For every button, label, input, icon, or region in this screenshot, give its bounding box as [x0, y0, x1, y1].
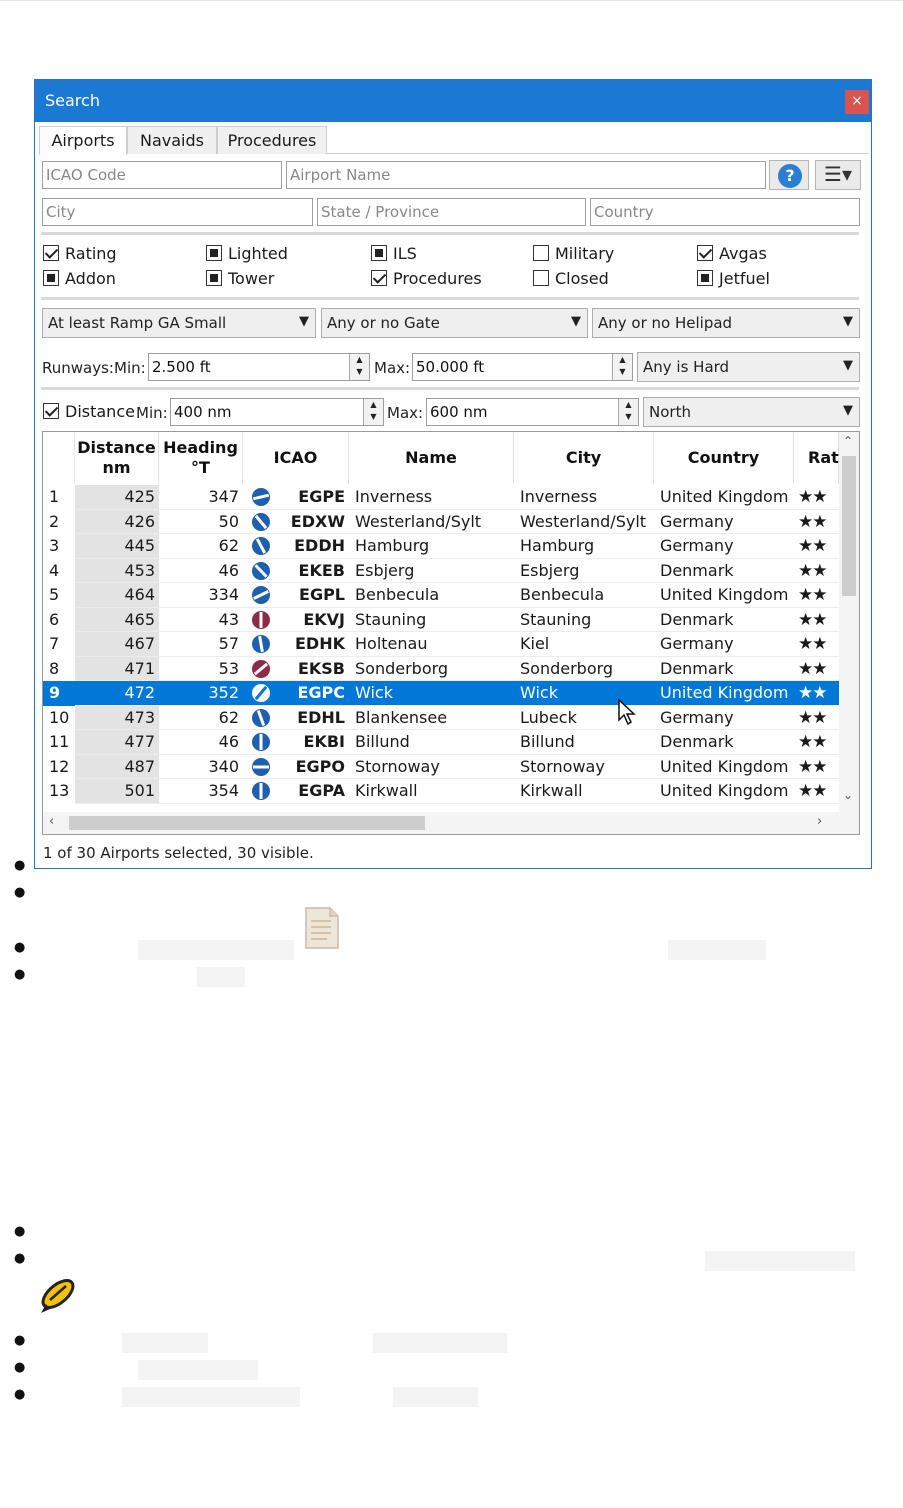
runway-diagram-icon: [249, 536, 273, 556]
runway-diagram-icon: [249, 610, 273, 630]
table-row[interactable]: [43, 779, 839, 804]
dropdown-arrow-icon: ▼: [843, 314, 853, 329]
bullet-icon: ●: [14, 967, 26, 982]
bullet-icon: ●: [14, 940, 26, 955]
name-cell: Kirkwall: [355, 781, 418, 800]
rating-stars: ★★: [798, 781, 827, 801]
heading-cell: 62: [218, 536, 239, 555]
spinner-arrows-icon[interactable]: ▲ ▼: [363, 399, 383, 425]
icao-cell: EKEB: [298, 560, 345, 580]
heading-cell: 352: [208, 683, 239, 702]
gate-combo[interactable]: [321, 308, 588, 338]
checkbox-icon: [533, 270, 549, 286]
city-cell: Wick: [520, 683, 558, 702]
placeholder-block: [705, 1251, 855, 1271]
icao-cell: EGPE: [298, 487, 345, 506]
rating-stars: ★★: [798, 732, 827, 752]
rating-stars: ★★: [798, 609, 827, 630]
table-header: [43, 432, 839, 484]
row-number: 1: [49, 487, 60, 506]
surface-combo-value: Any is Hard: [643, 358, 730, 376]
runway-diagram-icon: [249, 781, 273, 801]
distance-cell: 445: [75, 534, 159, 558]
bullet-icon: ●: [14, 885, 26, 900]
distance-min-value: 400 nm: [174, 403, 232, 421]
dropdown-arrow-icon: ▼: [843, 358, 853, 373]
column-header-city[interactable]: City: [514, 432, 654, 484]
city-cell: Stornoway: [520, 756, 605, 776]
country-cell: Germany: [660, 707, 734, 727]
title-bar[interactable]: [35, 80, 871, 122]
state-province-input[interactable]: State / Province: [317, 198, 586, 226]
country-cell: Germany: [660, 511, 734, 531]
row-number: 12: [49, 756, 70, 776]
country-cell: United Kingdom: [660, 683, 789, 702]
airport-name-input[interactable]: Airport Name: [286, 161, 766, 189]
separator: [41, 297, 859, 300]
icao-cell: EKSB: [297, 658, 345, 678]
column-header-rating[interactable]: Rat: [794, 432, 839, 484]
name-cell: Hamburg: [355, 536, 430, 555]
icao-cell: EDXW: [290, 511, 345, 531]
icao-cell: EGPA: [298, 781, 345, 800]
checkbox-addon[interactable]: [43, 269, 116, 288]
checkbox-label: Lighted: [228, 244, 288, 263]
rating-stars: ★★: [798, 585, 827, 605]
city-cell: Benbecula: [520, 585, 605, 604]
row-number: 10: [49, 707, 70, 727]
icao-cell: EKVJ: [303, 609, 345, 629]
checkbox-jetfuel[interactable]: [697, 269, 770, 288]
checkbox-label: Jetfuel: [719, 269, 770, 288]
row-number: 11: [49, 732, 70, 751]
runway-diagram-icon: [249, 757, 273, 777]
rating-stars: ★★: [798, 634, 827, 654]
distance-max-spinbox[interactable]: [426, 398, 639, 426]
mouse-cursor-icon: [617, 698, 637, 726]
tab-bar: [39, 126, 869, 154]
heading-cell: 43: [218, 609, 239, 629]
heading-cell: 57: [218, 634, 239, 653]
results-table: [42, 431, 860, 835]
country-cell: United Kingdom: [660, 756, 789, 776]
document-icon: [304, 906, 340, 950]
table-row[interactable]: [43, 608, 839, 633]
icao-cell: EGPC: [297, 683, 345, 702]
direction-combo[interactable]: [643, 397, 860, 427]
table-row[interactable]: [43, 730, 839, 755]
scroll-left-icon[interactable]: ‹: [49, 814, 55, 829]
city-cell: Billund: [520, 732, 575, 751]
city-cell: Sonderborg: [520, 658, 614, 678]
checkbox-ils[interactable]: [371, 244, 417, 263]
city-cell: Kiel: [520, 634, 550, 653]
checkbox-label: Closed: [555, 269, 609, 288]
rating-stars: ★★: [798, 511, 827, 532]
name-cell: Holtenau: [355, 634, 428, 653]
icao-cell: EDHL: [297, 707, 345, 727]
country-cell: United Kingdom: [660, 585, 789, 604]
checkbox-label: Avgas: [719, 244, 767, 263]
distance-label: Distance: [65, 402, 135, 421]
checkbox-icon: [43, 270, 59, 286]
checkbox-tower[interactable]: [206, 269, 274, 288]
ramp-combo-value: At least Ramp GA Small: [48, 314, 227, 332]
runway-diagram-icon: [249, 659, 273, 679]
country-input[interactable]: Country: [590, 198, 860, 226]
country-cell: United Kingdom: [660, 487, 789, 506]
row-number: 7: [49, 634, 60, 653]
checkbox-icon: [43, 403, 59, 419]
heading-cell: 347: [208, 487, 239, 506]
placeholder-block: [668, 940, 766, 960]
rating-stars: ★★: [798, 683, 827, 703]
row-number: 9: [49, 683, 61, 702]
runways-max-spinbox[interactable]: [412, 353, 633, 381]
row-number: 13: [49, 781, 70, 800]
placeholder-block: [393, 1387, 478, 1407]
checkbox-label: Rating: [65, 244, 117, 263]
checkbox-military[interactable]: [533, 244, 614, 263]
name-cell: Sonderborg: [355, 658, 449, 678]
placeholder-block: [138, 940, 294, 960]
column-header-icao[interactable]: ICAO: [243, 432, 349, 484]
row-divider: [75, 803, 839, 804]
runway-diagram-icon: [249, 634, 273, 654]
scroll-up-icon[interactable]: ⌃: [843, 434, 854, 448]
city-cell: Esbjerg: [520, 560, 580, 580]
tab-airports[interactable]: Airports: [39, 126, 127, 155]
dropdown-arrow-icon: ▼: [299, 314, 309, 329]
distance-min-label: Min:: [136, 404, 168, 422]
distance-max-value: 600 nm: [430, 403, 488, 421]
placeholder-block: [122, 1333, 208, 1353]
horizontal-scrollbar[interactable]: [43, 812, 859, 834]
checkbox-rating[interactable]: [43, 244, 117, 263]
dropdown-arrow-icon: ▼: [843, 403, 853, 418]
city-cell: Inverness: [520, 487, 598, 506]
checkbox-icon: [533, 245, 549, 261]
spinner-arrows-icon[interactable]: ▲ ▼: [612, 354, 632, 380]
separator: [41, 232, 859, 235]
distance-cell: 467: [75, 632, 159, 656]
spinner-arrows-icon[interactable]: ▲ ▼: [349, 354, 369, 380]
column-header-name[interactable]: Name: [349, 432, 514, 484]
distance-min-spinbox[interactable]: [170, 398, 384, 426]
runway-diagram-icon: [249, 683, 273, 703]
icao-cell: EDDH: [294, 536, 345, 555]
heading-cell: 50: [218, 511, 239, 531]
row-number: 2: [49, 511, 60, 531]
table-row[interactable]: [43, 559, 839, 584]
checkbox-label: Military: [555, 244, 615, 263]
distance-cell: 487: [75, 755, 159, 779]
distance-cell: 465: [75, 608, 159, 632]
name-cell: Westerland/Sylt: [355, 511, 482, 531]
bullet-icon: ●: [14, 1224, 26, 1239]
vertical-scrollbar[interactable]: [839, 432, 859, 812]
runway-diagram-icon: [249, 732, 273, 752]
city-cell: Hamburg: [520, 536, 595, 555]
icao-cell: EDHK: [295, 634, 345, 653]
runways-label: Runways:: [42, 359, 114, 377]
country-cell: Germany: [660, 634, 734, 653]
runway-diagram-icon: [249, 585, 273, 605]
surface-combo[interactable]: [637, 352, 860, 382]
spinner-arrows-icon[interactable]: ▲ ▼: [618, 399, 638, 425]
scroll-down-icon[interactable]: ⌄: [843, 788, 854, 802]
checkbox-procedures[interactable]: [371, 269, 482, 288]
table-row[interactable]: [43, 583, 839, 608]
placeholder-block: [197, 967, 245, 987]
distance-cell: 471: [75, 657, 159, 681]
tab-procedures[interactable]: Procedures: [217, 126, 327, 154]
row-number: 4: [49, 560, 60, 580]
icao-cell: EGPO: [295, 756, 345, 776]
runways-max-label: Max:: [374, 359, 411, 377]
country-cell: Denmark: [660, 609, 734, 629]
ramp-combo[interactable]: [42, 308, 316, 338]
distance-cell: 453: [75, 559, 159, 583]
name-cell: Benbecula: [355, 585, 440, 604]
city-cell: Stauning: [520, 609, 592, 629]
country-cell: Denmark: [660, 560, 734, 580]
separator: [41, 387, 859, 390]
checkbox-label: Procedures: [393, 269, 482, 288]
distance-cell: 426: [75, 510, 159, 534]
table-row[interactable]: [43, 534, 839, 559]
distance-cell: 425: [75, 485, 159, 509]
runway-diagram-icon: [249, 512, 273, 532]
checkbox-icon: [43, 245, 59, 261]
runways-min-label: Min:: [114, 359, 146, 377]
name-cell: Blankensee: [355, 707, 448, 727]
name-cell: Inverness: [355, 487, 433, 506]
checkbox-icon: [697, 270, 713, 286]
checkbox-icon: [206, 270, 222, 286]
placeholder-block: [138, 1360, 258, 1380]
horizontal-scroll-thumb[interactable]: [69, 816, 425, 830]
checkbox-label: Addon: [65, 269, 116, 288]
checkbox-label: Tower: [228, 269, 275, 288]
help-icon: ?: [778, 164, 802, 188]
pencil-tip-icon: [36, 1272, 80, 1316]
help-button[interactable]: [769, 160, 809, 190]
rating-stars: ★★: [798, 707, 827, 728]
heading-cell: 46: [218, 732, 239, 751]
runway-diagram-icon: [249, 561, 273, 581]
name-cell: Esbjerg: [355, 560, 415, 580]
icao-code-input[interactable]: ICAO Code: [42, 161, 282, 189]
table-row[interactable]: [43, 510, 839, 535]
table-row[interactable]: [43, 755, 839, 780]
name-cell: Stauning: [355, 609, 427, 629]
city-cell: Westerland/Sylt: [520, 511, 647, 531]
runway-diagram-icon: [249, 708, 273, 728]
column-header-index[interactable]: [43, 432, 75, 484]
checkbox-closed[interactable]: [533, 269, 609, 288]
placeholder-block: [122, 1387, 300, 1407]
rating-stars: ★★: [798, 487, 827, 507]
runway-diagram-icon: [249, 487, 273, 507]
menu-button[interactable]: ☰▾: [815, 160, 861, 190]
bullet-icon: ●: [14, 858, 26, 873]
country-cell: United Kingdom: [660, 781, 789, 800]
name-cell: Billund: [355, 732, 410, 751]
bullet-icon: ●: [14, 1333, 26, 1348]
row-number: 5: [49, 585, 60, 604]
city-cell: Kirkwall: [520, 781, 583, 800]
country-cell: Denmark: [660, 732, 734, 751]
city-input[interactable]: City: [42, 198, 313, 226]
table-row[interactable]: [43, 632, 839, 657]
column-header-distance[interactable]: Distance nm: [75, 432, 159, 484]
status-bar: 1 of 30 Airports selected, 30 visible.: [43, 844, 314, 862]
helipad-combo-value: Any or no Helipad: [598, 314, 733, 332]
table-row[interactable]: [43, 706, 839, 731]
bullet-icon: ●: [14, 1387, 26, 1402]
row-number: 3: [49, 536, 60, 555]
tab-navaids[interactable]: Navaids: [127, 126, 217, 154]
checkbox-icon: [206, 245, 222, 261]
heading-cell: 334: [208, 585, 239, 604]
table-row[interactable]: [43, 657, 839, 682]
rating-stars: ★★: [798, 560, 827, 581]
icao-cell: EKBI: [303, 732, 345, 751]
distance-cell: 473: [75, 706, 159, 730]
heading-cell: 46: [218, 560, 239, 580]
helipad-combo[interactable]: [592, 308, 860, 338]
scroll-right-icon[interactable]: ›: [817, 814, 823, 829]
heading-cell: 62: [218, 707, 239, 727]
bullet-icon: ●: [14, 1251, 26, 1266]
checkbox-avgas[interactable]: [697, 244, 767, 263]
country-cell: Denmark: [660, 658, 734, 678]
search-window: [34, 79, 872, 869]
close-button[interactable]: ×: [845, 90, 869, 114]
distance-cell: 472: [75, 681, 159, 705]
rating-stars: ★★: [798, 756, 827, 777]
distance-max-label: Max:: [387, 404, 424, 422]
runways-min-value: 2.500 ft: [152, 358, 211, 376]
distance-cell: 464: [75, 583, 159, 607]
heading-cell: 340: [208, 756, 239, 776]
top-divider: [0, 0, 903, 1]
city-cell: Lubeck: [520, 707, 577, 727]
distance-checkbox[interactable]: [43, 402, 135, 421]
row-number: 6: [49, 609, 60, 629]
table-row[interactable]: [43, 485, 839, 510]
gate-combo-value: Any or no Gate: [327, 314, 440, 332]
icao-cell: EGPL: [299, 585, 345, 604]
dropdown-arrow-icon: ▼: [571, 314, 581, 329]
heading-cell: 53: [218, 658, 239, 678]
column-header-heading[interactable]: Heading °T: [159, 432, 243, 484]
rating-stars: ★★: [798, 536, 827, 556]
column-header-country[interactable]: Country: [654, 432, 794, 484]
checkbox-icon: [371, 270, 387, 286]
checkbox-lighted[interactable]: [206, 244, 288, 263]
bullet-icon: ●: [14, 1360, 26, 1375]
checkbox-icon: [371, 245, 387, 261]
name-cell: Stornoway: [355, 756, 440, 776]
heading-cell: 354: [208, 781, 239, 800]
row-number: 8: [49, 658, 60, 678]
checkbox-icon: [697, 245, 713, 261]
vertical-scroll-thumb[interactable]: [842, 456, 856, 596]
distance-cell: 501: [75, 779, 159, 803]
placeholder-block: [373, 1333, 507, 1353]
runways-max-value: 50.000 ft: [416, 358, 485, 376]
rating-stars: ★★: [798, 658, 827, 679]
table-row[interactable]: [43, 681, 839, 706]
country-cell: Germany: [660, 536, 734, 555]
runways-min-spinbox[interactable]: [148, 353, 370, 381]
distance-cell: 477: [75, 730, 159, 754]
checkbox-label: ILS: [393, 244, 417, 263]
direction-combo-value: North: [649, 403, 691, 421]
name-cell: Wick: [355, 683, 393, 702]
window-title: Search: [45, 91, 100, 110]
